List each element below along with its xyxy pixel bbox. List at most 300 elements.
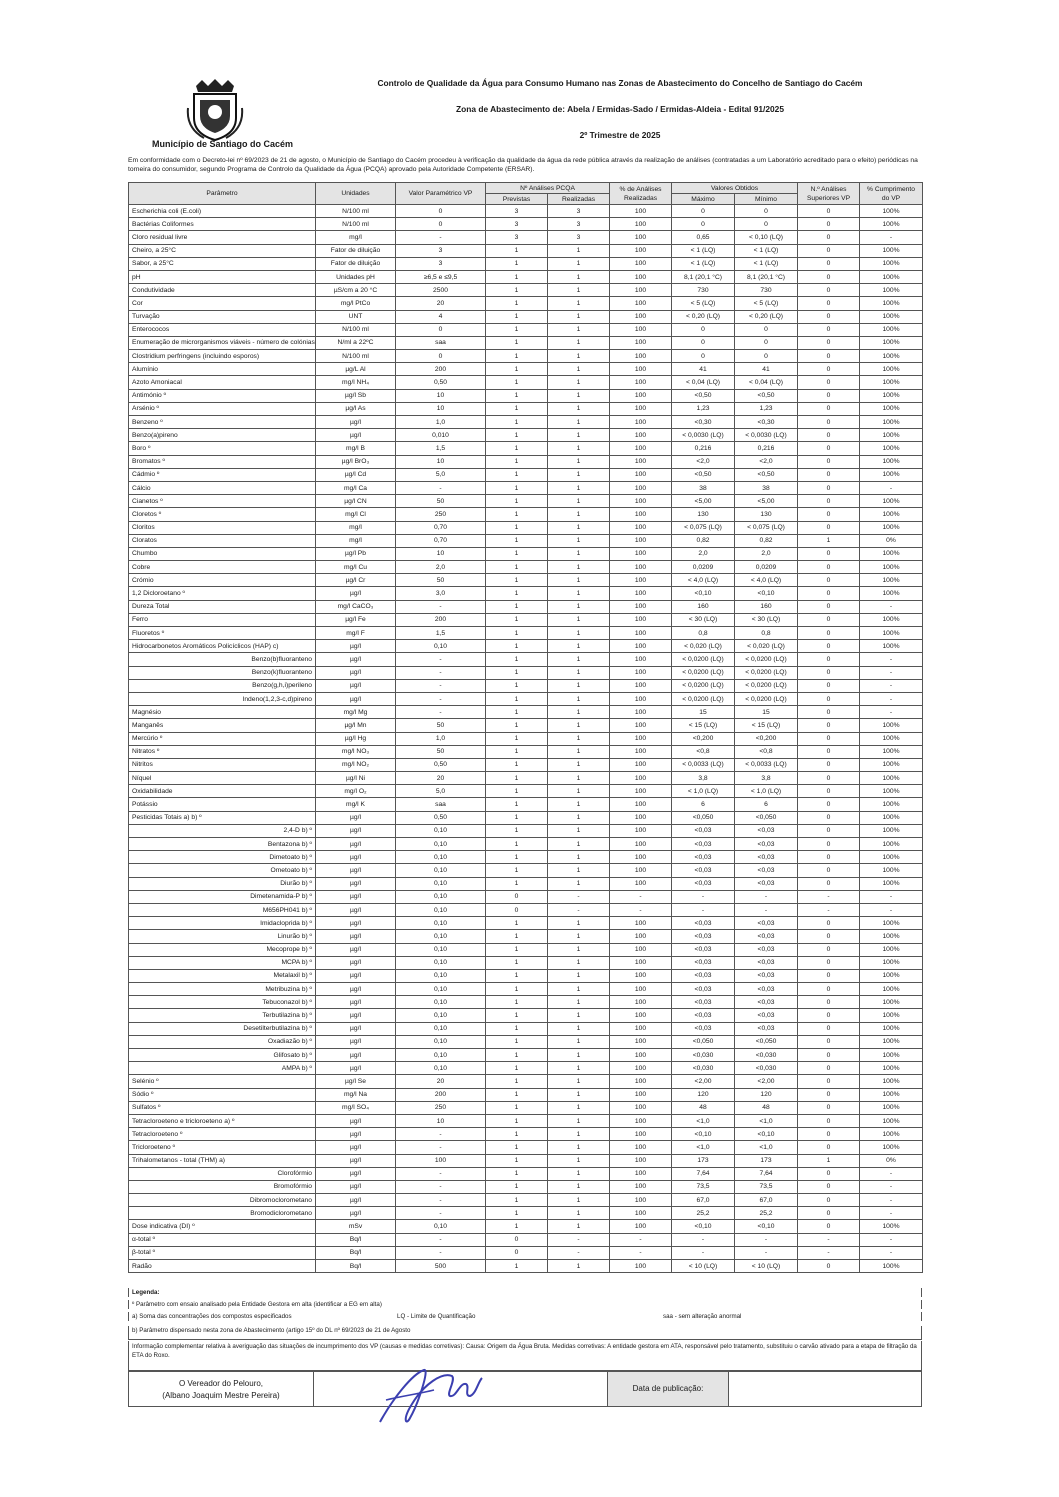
cell-pct-cumprimento: 100% bbox=[860, 350, 923, 363]
cell-parametro: Dimetoato b) º bbox=[129, 851, 316, 864]
cell-pct-cumprimento: - bbox=[860, 600, 923, 613]
cell-realizadas: 1 bbox=[548, 1035, 610, 1048]
cell-previstas: 0 bbox=[486, 1246, 548, 1259]
cell-minimo: 2,0 bbox=[735, 547, 798, 560]
cell-previstas: 1 bbox=[486, 785, 548, 798]
cell-pct-analises: 100 bbox=[610, 574, 672, 587]
cell-minimo: < 0,020 (LQ) bbox=[735, 640, 798, 653]
cell-pct-analises: 100 bbox=[610, 1022, 672, 1035]
cell-minimo: 0 bbox=[735, 323, 798, 336]
cell-pct-analises: 100 bbox=[610, 640, 672, 653]
cell-n-superiores: 0 bbox=[798, 732, 860, 745]
cell-vp: 0 bbox=[396, 218, 486, 231]
cell-vp: 0,70 bbox=[396, 521, 486, 534]
cell-n-superiores: 0 bbox=[798, 574, 860, 587]
cell-unidades: µg/l Pb bbox=[316, 547, 396, 560]
cell-pct-cumprimento: 100% bbox=[860, 1141, 923, 1154]
cell-realizadas: 1 bbox=[548, 838, 610, 851]
cell-n-superiores: 0 bbox=[798, 481, 860, 494]
cell-minimo: < 0,04 (LQ) bbox=[735, 376, 798, 389]
cell-unidades: µg/l Mn bbox=[316, 719, 396, 732]
cell-previstas: 1 bbox=[486, 561, 548, 574]
cell-realizadas: 1 bbox=[548, 416, 610, 429]
handwritten-signature bbox=[372, 1360, 487, 1430]
cell-pct-analises: 100 bbox=[610, 1101, 672, 1114]
cell-pct-cumprimento: 100% bbox=[860, 745, 923, 758]
cell-pct-cumprimento: - bbox=[860, 1180, 923, 1193]
cell-vp: ≥6,5 e ≤9,5 bbox=[396, 270, 486, 283]
cell-pct-cumprimento: 100% bbox=[860, 495, 923, 508]
cell-previstas: 1 bbox=[486, 1088, 548, 1101]
signature-box bbox=[128, 1371, 922, 1407]
cell-n-superiores: 0 bbox=[798, 323, 860, 336]
legend-title: Legenda: bbox=[128, 1288, 922, 1297]
cell-n-superiores: 0 bbox=[798, 495, 860, 508]
cell-unidades: µg/l bbox=[316, 692, 396, 705]
cell-parametro: Oxadiazão b) º bbox=[129, 1035, 316, 1048]
cell-n-superiores: 0 bbox=[798, 389, 860, 402]
cell-n-superiores: 0 bbox=[798, 270, 860, 283]
table-row bbox=[129, 270, 923, 283]
cell-maximo: 173 bbox=[672, 1154, 735, 1167]
cell-previstas: 0 bbox=[486, 903, 548, 916]
cell-maximo: 38 bbox=[672, 481, 735, 494]
cell-minimo: 0 bbox=[735, 336, 798, 349]
cell-pct-analises: 100 bbox=[610, 627, 672, 640]
cell-n-superiores: 0 bbox=[798, 205, 860, 218]
cell-previstas: 1 bbox=[486, 811, 548, 824]
councillor-block bbox=[129, 1372, 314, 1406]
cell-minimo: <0,03 bbox=[735, 864, 798, 877]
table-row bbox=[129, 323, 923, 336]
cell-minimo: <0,03 bbox=[735, 824, 798, 837]
cell-previstas: 1 bbox=[486, 969, 548, 982]
cell-realizadas: 3 bbox=[548, 205, 610, 218]
cell-maximo: 8,1 (20,1 °C) bbox=[672, 270, 735, 283]
cell-vp: 0,10 bbox=[396, 824, 486, 837]
table-row bbox=[129, 363, 923, 376]
table-row bbox=[129, 851, 923, 864]
cell-unidades: mg/l O₂ bbox=[316, 785, 396, 798]
cell-pct-analises: 100 bbox=[610, 495, 672, 508]
cell-vp: 3 bbox=[396, 257, 486, 270]
cell-n-superiores: 0 bbox=[798, 627, 860, 640]
cell-minimo: <0,03 bbox=[735, 956, 798, 969]
cell-vp: 1,0 bbox=[396, 416, 486, 429]
cell-vp: 0,50 bbox=[396, 811, 486, 824]
table-row bbox=[129, 284, 923, 297]
table-row bbox=[129, 1062, 923, 1075]
cell-pct-cumprimento: 100% bbox=[860, 402, 923, 415]
cell-realizadas: 1 bbox=[548, 495, 610, 508]
table-row bbox=[129, 613, 923, 626]
table-row bbox=[129, 719, 923, 732]
cell-pct-cumprimento: 100% bbox=[860, 310, 923, 323]
cell-vp: 20 bbox=[396, 297, 486, 310]
table-row bbox=[129, 1207, 923, 1220]
cell-n-superiores: 0 bbox=[798, 824, 860, 837]
cell-n-superiores: 0 bbox=[798, 758, 860, 771]
cell-minimo: 0,0209 bbox=[735, 561, 798, 574]
cell-n-superiores: 0 bbox=[798, 1207, 860, 1220]
cell-realizadas: 1 bbox=[548, 1049, 610, 1062]
cell-minimo: <0,03 bbox=[735, 917, 798, 930]
cell-vp: 10 bbox=[396, 402, 486, 415]
table-row bbox=[129, 956, 923, 969]
cell-pct-cumprimento: 100% bbox=[860, 798, 923, 811]
cell-unidades: Bq/l bbox=[316, 1246, 396, 1259]
cell-minimo: 73,5 bbox=[735, 1180, 798, 1193]
cell-maximo: 3,8 bbox=[672, 772, 735, 785]
cell-pct-analises: 100 bbox=[610, 350, 672, 363]
cell-previstas: 1 bbox=[486, 917, 548, 930]
table-row bbox=[129, 1101, 923, 1114]
cell-realizadas: 1 bbox=[548, 297, 610, 310]
cell-unidades: mg/l NO₂ bbox=[316, 758, 396, 771]
cell-unidades: N/100 ml bbox=[316, 323, 396, 336]
cell-parametro: Nitratos º bbox=[129, 745, 316, 758]
cell-n-superiores: 0 bbox=[798, 1101, 860, 1114]
complementary-info: Informação complementar relativa à averiguação das situações de incumprimento dos VP (causas e medidas corretivas): Causa: Origem da Água Bruta. Medidas corretivas: A entidade gestora em ATA, responsável pelo tratamento, substituiu o carvão ativado para a etapa de filtração da ETA do Roxo. bbox=[128, 1341, 922, 1371]
cell-vp: - bbox=[396, 679, 486, 692]
cell-pct-cumprimento: 100% bbox=[860, 1128, 923, 1141]
cell-n-superiores: 0 bbox=[798, 231, 860, 244]
cell-pct-cumprimento: 100% bbox=[860, 508, 923, 521]
cell-maximo: <0,03 bbox=[672, 824, 735, 837]
cell-pct-cumprimento: 100% bbox=[860, 574, 923, 587]
cell-pct-analises: 100 bbox=[610, 838, 672, 851]
cell-minimo: <0,030 bbox=[735, 1062, 798, 1075]
cell-maximo: < 1 (LQ) bbox=[672, 257, 735, 270]
cell-maximo: 0 bbox=[672, 350, 735, 363]
table-row bbox=[129, 429, 923, 442]
header-previstas: Previstas bbox=[486, 194, 548, 205]
cell-vp: 0,10 bbox=[396, 983, 486, 996]
cell-previstas: 1 bbox=[486, 745, 548, 758]
cell-previstas: 1 bbox=[486, 772, 548, 785]
cell-previstas: 1 bbox=[486, 1180, 548, 1193]
table-row bbox=[129, 402, 923, 415]
cell-pct-cumprimento: 100% bbox=[860, 1220, 923, 1233]
cell-pct-cumprimento: 100% bbox=[860, 627, 923, 640]
cell-vp: 3,0 bbox=[396, 587, 486, 600]
cell-previstas: 1 bbox=[486, 1075, 548, 1088]
cell-previstas: 1 bbox=[486, 824, 548, 837]
table-row bbox=[129, 890, 923, 903]
cell-unidades: µg/l bbox=[316, 1128, 396, 1141]
cell-realizadas: 1 bbox=[548, 455, 610, 468]
table-row bbox=[129, 574, 923, 587]
cell-n-superiores: 0 bbox=[798, 930, 860, 943]
table-row bbox=[129, 1233, 923, 1246]
cell-pct-analises: 100 bbox=[610, 877, 672, 890]
cell-pct-analises: 100 bbox=[610, 600, 672, 613]
cell-pct-analises: 100 bbox=[610, 257, 672, 270]
table-row bbox=[129, 983, 923, 996]
cell-pct-analises: - bbox=[610, 1233, 672, 1246]
cell-pct-analises: 100 bbox=[610, 666, 672, 679]
cell-parametro: Boro º bbox=[129, 442, 316, 455]
cell-n-superiores: 0 bbox=[798, 244, 860, 257]
cell-realizadas: 1 bbox=[548, 336, 610, 349]
cell-realizadas: 1 bbox=[548, 640, 610, 653]
table-row bbox=[129, 218, 923, 231]
header-minimo: Mínimo bbox=[735, 194, 798, 205]
cell-parametro: Potássio bbox=[129, 798, 316, 811]
header-valores: Valores Obtidos bbox=[672, 183, 798, 194]
cell-pct-analises: 100 bbox=[610, 429, 672, 442]
table-row bbox=[129, 1035, 923, 1048]
cell-minimo: 6 bbox=[735, 798, 798, 811]
cell-n-superiores: 0 bbox=[798, 996, 860, 1009]
cell-previstas: 1 bbox=[486, 547, 548, 560]
cell-vp: - bbox=[396, 1128, 486, 1141]
cell-minimo: 0,82 bbox=[735, 534, 798, 547]
cell-vp: saa bbox=[396, 798, 486, 811]
cell-vp: 0,10 bbox=[396, 903, 486, 916]
publication-date-label: Data de publicação: bbox=[607, 1372, 729, 1406]
cell-realizadas: 1 bbox=[548, 1180, 610, 1193]
cell-realizadas: 1 bbox=[548, 534, 610, 547]
cell-parametro: Azoto Amoniacal bbox=[129, 376, 316, 389]
cell-pct-analises: 100 bbox=[610, 851, 672, 864]
cell-parametro: Glifosato b) º bbox=[129, 1049, 316, 1062]
cell-parametro: pH bbox=[129, 270, 316, 283]
cell-maximo: < 10 (LQ) bbox=[672, 1260, 735, 1273]
cell-previstas: 1 bbox=[486, 270, 548, 283]
cell-parametro: Benzeno º bbox=[129, 416, 316, 429]
cell-minimo: 0,8 bbox=[735, 627, 798, 640]
cell-unidades: µg/l bbox=[316, 1022, 396, 1035]
cell-pct-cumprimento: 100% bbox=[860, 1075, 923, 1088]
cell-previstas: 3 bbox=[486, 231, 548, 244]
cell-unidades: mg/l Cl bbox=[316, 508, 396, 521]
cell-parametro: Bactérias Coliformes bbox=[129, 218, 316, 231]
cell-vp: 0 bbox=[396, 350, 486, 363]
table-row bbox=[129, 205, 923, 218]
cell-previstas: 1 bbox=[486, 1141, 548, 1154]
cell-n-superiores: 0 bbox=[798, 772, 860, 785]
cell-pct-analises: 100 bbox=[610, 1154, 672, 1167]
cell-previstas: 1 bbox=[486, 442, 548, 455]
cell-pct-cumprimento: 100% bbox=[860, 969, 923, 982]
cell-vp: - bbox=[396, 1180, 486, 1193]
header-unidades: Unidades bbox=[316, 183, 396, 205]
table-row bbox=[129, 772, 923, 785]
cell-pct-cumprimento: - bbox=[860, 653, 923, 666]
cell-vp: 0,10 bbox=[396, 956, 486, 969]
cell-unidades: µg/l bbox=[316, 1167, 396, 1180]
cell-maximo: <0,03 bbox=[672, 930, 735, 943]
cell-vp: - bbox=[396, 1233, 486, 1246]
cell-realizadas: 1 bbox=[548, 877, 610, 890]
cell-unidades: µg/l bbox=[316, 1207, 396, 1220]
cell-n-superiores: 0 bbox=[798, 468, 860, 481]
legend-note-3: b) Parâmetro dispensado nesta zona de Abastecimento (artigo 15º do DL nº 69/2023 de 21 de Agosto bbox=[128, 1326, 922, 1340]
cell-minimo: <0,10 bbox=[735, 1220, 798, 1233]
cell-parametro: Sabor, a 25°C bbox=[129, 257, 316, 270]
cell-parametro: Cheiro, a 25°C bbox=[129, 244, 316, 257]
table-row bbox=[129, 653, 923, 666]
cell-unidades: µg/l bbox=[316, 956, 396, 969]
cell-minimo: 1,23 bbox=[735, 402, 798, 415]
cell-pct-cumprimento: 100% bbox=[860, 943, 923, 956]
cell-pct-cumprimento: 100% bbox=[860, 468, 923, 481]
cell-pct-cumprimento: - bbox=[860, 706, 923, 719]
cell-realizadas: 1 bbox=[548, 389, 610, 402]
cell-realizadas: 1 bbox=[548, 996, 610, 1009]
cell-vp: 0 bbox=[396, 323, 486, 336]
cell-unidades: µg/l CN bbox=[316, 495, 396, 508]
cell-parametro: M656PH041 b) º bbox=[129, 903, 316, 916]
cell-previstas: 1 bbox=[486, 350, 548, 363]
table-row bbox=[129, 1088, 923, 1101]
header-maximo: Máximo bbox=[672, 194, 735, 205]
cell-unidades: Bq/l bbox=[316, 1260, 396, 1273]
table-row bbox=[129, 600, 923, 613]
cell-realizadas: 1 bbox=[548, 284, 610, 297]
cell-n-superiores: 0 bbox=[798, 613, 860, 626]
cell-vp: 50 bbox=[396, 574, 486, 587]
cell-pct-cumprimento: - bbox=[860, 1233, 923, 1246]
cell-unidades: Fator de diluição bbox=[316, 244, 396, 257]
cell-n-superiores: 0 bbox=[798, 1009, 860, 1022]
cell-minimo: <0,200 bbox=[735, 732, 798, 745]
cell-pct-analises: 100 bbox=[610, 1009, 672, 1022]
cell-maximo: < 4,0 (LQ) bbox=[672, 574, 735, 587]
cell-minimo: - bbox=[735, 903, 798, 916]
cell-vp: - bbox=[396, 1194, 486, 1207]
cell-realizadas: 1 bbox=[548, 1207, 610, 1220]
cell-maximo: < 0,0200 (LQ) bbox=[672, 692, 735, 705]
cell-n-superiores: 0 bbox=[798, 350, 860, 363]
cell-vp: - bbox=[396, 666, 486, 679]
cell-vp: 0,10 bbox=[396, 1009, 486, 1022]
cell-realizadas: 1 bbox=[548, 943, 610, 956]
cell-unidades: mg/l Na bbox=[316, 1088, 396, 1101]
cell-maximo: 15 bbox=[672, 706, 735, 719]
cell-unidades: µg/l bbox=[316, 943, 396, 956]
table-row bbox=[129, 692, 923, 705]
table-row bbox=[129, 1128, 923, 1141]
cell-n-superiores: 0 bbox=[798, 943, 860, 956]
cell-n-superiores: 0 bbox=[798, 983, 860, 996]
cell-vp: 50 bbox=[396, 719, 486, 732]
cell-minimo: < 1 (LQ) bbox=[735, 257, 798, 270]
cell-n-superiores: 0 bbox=[798, 679, 860, 692]
cell-pct-cumprimento: 100% bbox=[860, 521, 923, 534]
cell-previstas: 1 bbox=[486, 1260, 548, 1273]
cell-pct-analises: 100 bbox=[610, 864, 672, 877]
cell-pct-analises: 100 bbox=[610, 1049, 672, 1062]
cell-unidades: µg/l bbox=[316, 838, 396, 851]
cell-vp: 100 bbox=[396, 1154, 486, 1167]
cell-unidades: mg/l B bbox=[316, 442, 396, 455]
cell-unidades: N/100 ml bbox=[316, 218, 396, 231]
cell-parametro: Metalaxil b) º bbox=[129, 969, 316, 982]
cell-previstas: 1 bbox=[486, 284, 548, 297]
cell-previstas: 1 bbox=[486, 416, 548, 429]
cell-pct-analises: 100 bbox=[610, 613, 672, 626]
cell-parametro: Bentazona b) º bbox=[129, 838, 316, 851]
cell-maximo: <0,03 bbox=[672, 864, 735, 877]
cell-n-superiores: 0 bbox=[798, 1088, 860, 1101]
cell-parametro: Tetracloroeteno º bbox=[129, 1128, 316, 1141]
cell-pct-cumprimento: 100% bbox=[860, 218, 923, 231]
table-row bbox=[129, 244, 923, 257]
cell-vp: 4 bbox=[396, 310, 486, 323]
cell-maximo: < 0,0030 (LQ) bbox=[672, 429, 735, 442]
cell-n-superiores: 0 bbox=[798, 257, 860, 270]
cell-realizadas: 1 bbox=[548, 547, 610, 560]
cell-pct-analises: 100 bbox=[610, 772, 672, 785]
cell-vp: 0,70 bbox=[396, 534, 486, 547]
cell-unidades: µg/l Cr bbox=[316, 574, 396, 587]
cell-maximo: 1,23 bbox=[672, 402, 735, 415]
cell-vp: 20 bbox=[396, 772, 486, 785]
cell-pct-cumprimento: - bbox=[860, 231, 923, 244]
cell-pct-cumprimento: 100% bbox=[860, 336, 923, 349]
cell-parametro: Mecoprope b) º bbox=[129, 943, 316, 956]
cell-n-superiores: 0 bbox=[798, 600, 860, 613]
cell-realizadas: 1 bbox=[548, 864, 610, 877]
cell-maximo: <2,0 bbox=[672, 455, 735, 468]
cell-maximo: 130 bbox=[672, 508, 735, 521]
cell-minimo: < 0,20 (LQ) bbox=[735, 310, 798, 323]
table-row bbox=[129, 798, 923, 811]
cell-unidades: µg/l bbox=[316, 996, 396, 1009]
table-row bbox=[129, 442, 923, 455]
cell-parametro: Nitritos bbox=[129, 758, 316, 771]
cell-previstas: 1 bbox=[486, 534, 548, 547]
cell-minimo: <1,0 bbox=[735, 1114, 798, 1127]
cell-pct-analises: 100 bbox=[610, 416, 672, 429]
cell-unidades: mg/l SO₄ bbox=[316, 1101, 396, 1114]
cell-minimo: < 0,0033 (LQ) bbox=[735, 758, 798, 771]
cell-vp: 0,010 bbox=[396, 429, 486, 442]
header-pct-analises: % de Análises Realizadas bbox=[610, 183, 672, 205]
cell-parametro: Mercúrio º bbox=[129, 732, 316, 745]
municipal-coat-of-arms bbox=[186, 78, 244, 142]
cell-pct-analises: 100 bbox=[610, 297, 672, 310]
cell-pct-analises: 100 bbox=[610, 1194, 672, 1207]
cell-realizadas: 1 bbox=[548, 666, 610, 679]
cell-previstas: 1 bbox=[486, 310, 548, 323]
cell-minimo: < 0,075 (LQ) bbox=[735, 521, 798, 534]
cell-parametro: Cloretos º bbox=[129, 508, 316, 521]
cell-vp: 0,10 bbox=[396, 640, 486, 653]
cell-previstas: 1 bbox=[486, 719, 548, 732]
cell-minimo: 67,0 bbox=[735, 1194, 798, 1207]
cell-maximo: < 1,0 (LQ) bbox=[672, 785, 735, 798]
cell-pct-analises: 100 bbox=[610, 1075, 672, 1088]
cell-pct-analises: 100 bbox=[610, 534, 672, 547]
cell-pct-analises: 100 bbox=[610, 996, 672, 1009]
cell-pct-analises: 100 bbox=[610, 468, 672, 481]
cell-unidades: mg/l Cu bbox=[316, 561, 396, 574]
cell-parametro: Indeno(1,2,3-c,d)pireno bbox=[129, 692, 316, 705]
cell-unidades: µg/l bbox=[316, 1180, 396, 1193]
cell-pct-cumprimento: 100% bbox=[860, 824, 923, 837]
legend-row-2 bbox=[128, 1312, 922, 1321]
cell-n-superiores: 0 bbox=[798, 864, 860, 877]
cell-previstas: 1 bbox=[486, 495, 548, 508]
cell-maximo: <0,50 bbox=[672, 468, 735, 481]
cell-realizadas: 1 bbox=[548, 653, 610, 666]
cell-vp: 2500 bbox=[396, 284, 486, 297]
cell-n-superiores: 0 bbox=[798, 692, 860, 705]
cell-maximo: 41 bbox=[672, 363, 735, 376]
